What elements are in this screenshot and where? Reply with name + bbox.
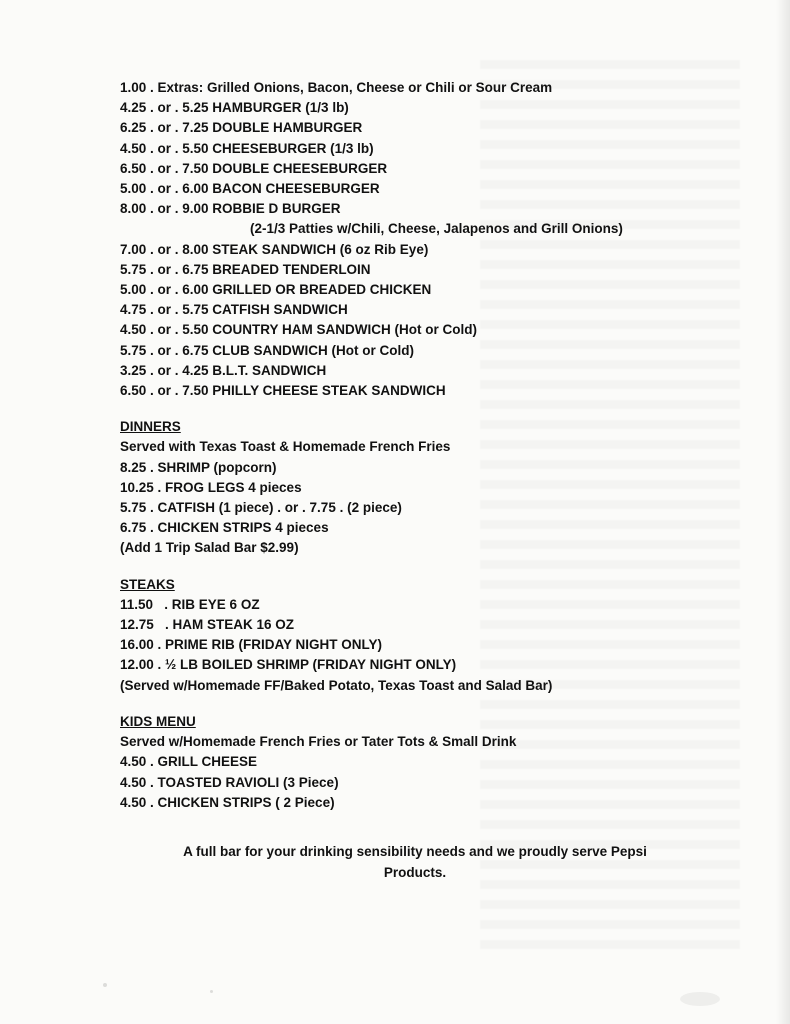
scan-speck [103,983,107,987]
menu-item: 3.25 . or . 4.25 B.L.T. SANDWICH [120,362,327,378]
dinners-subtitle: Served with Texas Toast & Homemade French Fries [120,439,451,455]
menu-item: 6.50 . or . 7.50 DOUBLE CHEESEBURGER [120,160,388,176]
menu-item: 7.00 . or . 8.00 STEAK SANDWICH (6 oz Rib Eye) [120,241,429,257]
sandwich-section [120,78,720,401]
dinners-section [120,417,720,558]
menu-item: 4.50 . or . 5.50 CHEESEBURGER (1/3 lb) [120,140,374,156]
menu-item: 5.75 . CATFISH (1 piece) . or . 7.75 . (2 piece) [120,500,402,516]
menu-item: 12.75 . HAM STEAK 16 OZ [120,617,295,633]
menu-item: 6.50 . or . 7.50 PHILLY CHEESE STEAK SANDWICH [120,383,446,399]
menu-item: 10.25 . FROG LEGS 4 pieces [120,479,302,495]
menu-item: 12.00 . ½ LB BOILED SHRIMP (FRIDAY NIGHT ONLY) [120,657,457,673]
scan-speck [210,990,213,993]
kids-heading: KIDS MENU [120,713,196,729]
menu-item: 5.75 . or . 6.75 CLUB SANDWICH (Hot or Cold) [120,342,415,358]
dinners-heading: DINNERS [120,419,181,435]
extras-line: 1.00 . Extras: Grilled Onions, Bacon, Cheese or Chili or Sour Cream [120,80,553,95]
page-edge-shadow [776,0,790,1024]
menu-item: 4.50 . GRILL CHEESE [120,754,258,770]
kids-section [120,712,720,813]
menu-item: 5.75 . or . 6.75 BREADED TENDERLOIN [120,261,371,277]
menu-item: 6.25 . or . 7.25 DOUBLE HAMBURGER [120,120,363,136]
menu-item: 4.50 . or . 5.50 COUNTRY HAM SANDWICH (Hot or Cold) [120,322,478,338]
menu-item: 5.00 . or . 6.00 GRILLED OR BREADED CHICKEN [120,282,432,298]
menu-item: 5.00 . or . 6.00 BACON CHEESEBURGER [120,181,380,197]
menu-content [120,78,720,813]
steaks-section [120,575,720,696]
menu-item-note: (Add 1 Trip Salad Bar $2.99) [120,540,299,556]
menu-item: 4.50 . TOASTED RAVIOLI (3 Piece) [120,774,339,790]
closing-note [120,842,710,883]
menu-item: 4.50 . CHICKEN STRIPS ( 2 Piece) [120,794,335,810]
closing-line: Products. [383,864,447,880]
menu-item: 4.25 . or . 5.25 HAMBURGER (1/3 lb) [120,100,349,116]
steaks-heading: STEAKS [120,576,175,592]
menu-item: 4.75 . or . 5.75 CATFISH SANDWICH [120,302,348,318]
closing-line: A full bar for your drinking sensibility needs and we proudly serve Pepsi [183,844,647,859]
menu-item: 8.00 . or . 9.00 ROBBIE D BURGER [120,201,341,217]
menu-item: 6.75 . CHICKEN STRIPS 4 pieces [120,520,329,536]
scan-speck [680,992,720,1006]
kids-subtitle: Served w/Homemade French Fries or Tater Tots & Small Drink [120,734,517,750]
menu-item: 8.25 . SHRIMP (popcorn) [120,459,277,475]
menu-item: 11.50 . RIB EYE 6 OZ [120,596,260,612]
menu-item-note: (2-1/3 Patties w/Chili, Cheese, Jalapenos and Grill Onions) [250,221,623,237]
menu-item-note: (Served w/Homemade FF/Baked Potato, Texas Toast and Salad Bar) [120,677,553,693]
menu-item: 16.00 . PRIME RIB (FRIDAY NIGHT ONLY) [120,637,383,653]
